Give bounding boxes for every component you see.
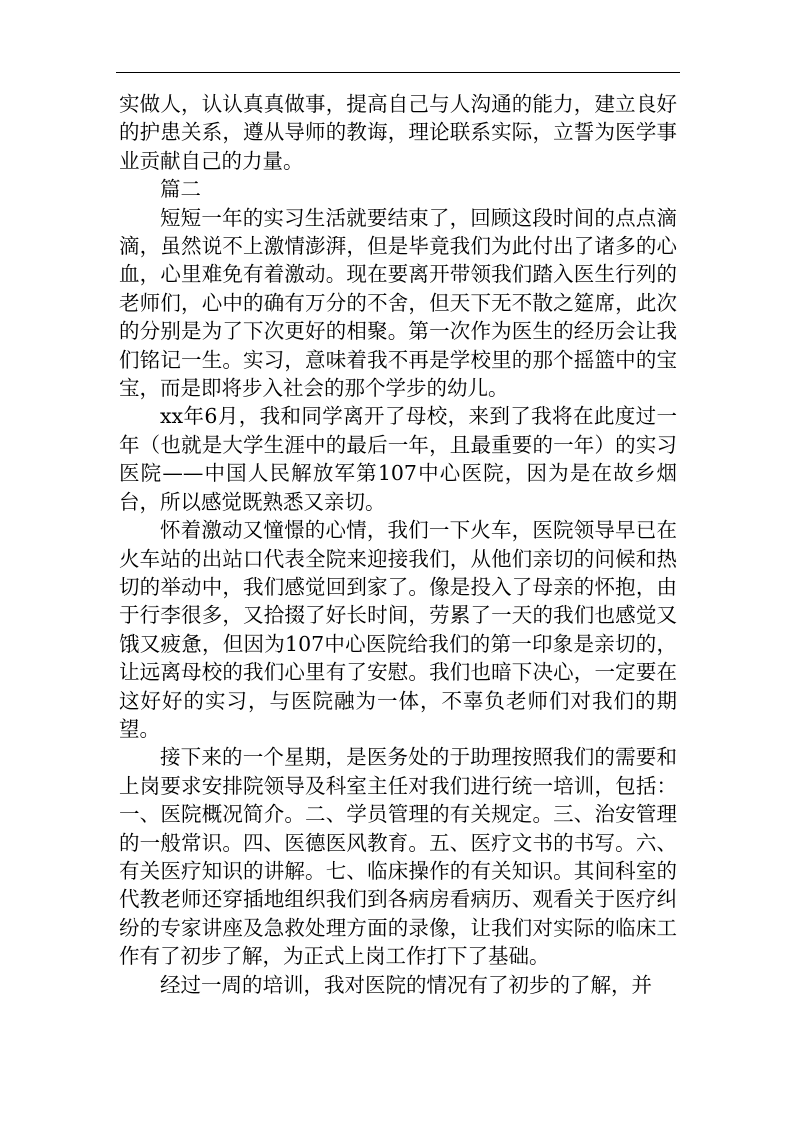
paragraph: 接下来的一个星期，是医务处的于助理按照我们的需要和上岗要求安排院领导及科室主任对我们进行统一培训，包括：一、医院概况简介。二、学员管理的有关规定。三、治安管理的一般常识。四、医德医风教育。五、医疗文书的书写。六、有关医疗知识的讲解。七、临床操作的有关知识。其间科室的代教老师还穿插地组织我们到各病房看病历、观看关于医疗纠纷的专家讲座及急救处理方面的录像，让我们对实际的临床工作有了初步了解，为正式上岗工作打下了基础。 — [119, 745, 677, 969]
paragraph: xx年6月，我和同学离开了母校，来到了我将在此度过一年（也就是大学生涯中的最后一年，且最重要的一年）的实习医院——中国人民解放军第107中心医院，因为是在故乡烟台，所以感觉既熟悉又亲切。 — [119, 404, 677, 514]
paragraph: 怀着激动又憧憬的心情，我们一下火车，医院领导早已在火车站的出站口代表全院来迎接我们，从他们亲切的问候和热切的举动中，我们感觉回到家了。像是投入了母亲的怀抱，由于行李很多，又拾掇了好长时间，劳累了一天的我们也感觉又饿又疲惫，但因为107中心医院给我们的第一印象是亲切的，让远离母校的我们心里有了安慰。我们也暗下决心，一定要在这好好的实习，与医院融为一体，不辜负老师们对我们的期望。 — [119, 518, 677, 741]
paragraph-continuation: 实做人，认认真真做事，提高自己与人沟通的能力，建立良好的护患关系，遵从导师的教诲，理论联系实际，立誓为医学事业贡献自己的力量。 — [119, 92, 677, 173]
header-rule — [116, 72, 680, 73]
paragraph: 短短一年的实习生活就要结束了，回顾这段时间的点点滴滴，虽然说不上激情澎湃，但是毕竟我们为此付出了诸多的心血，心里难免有着激动。现在要离开带领我们踏入医生行列的老师们，心中的确有万分的不舍，但天下无不散之筵席，此次的分别是为了下次更好的相聚。第一次作为医生的经历会让我们铭记一生。实习，意味着我不再是学校里的那个摇篮中的宝宝，而是即将步入社会的那个学步的幼儿。 — [119, 205, 677, 401]
paragraph: 经过一周的培训，我对医院的情况有了初步的了解，并 — [160, 972, 652, 997]
section-heading: 篇二 — [160, 177, 201, 202]
document-body — [119, 90, 677, 999]
